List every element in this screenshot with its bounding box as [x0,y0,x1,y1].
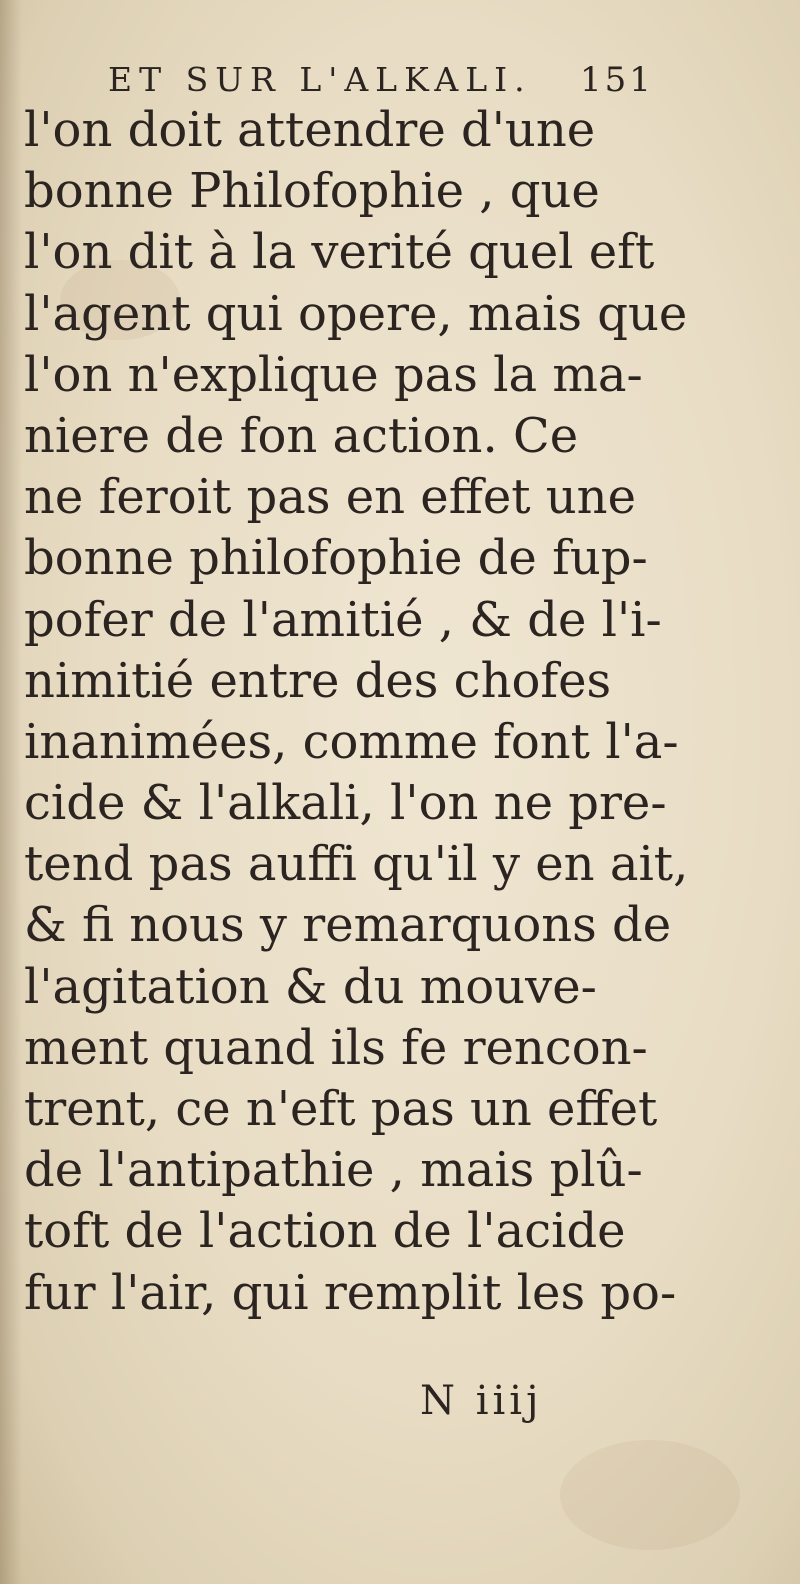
text-line: l'on doit attendre d'une [24,102,596,158]
running-head [0,58,800,102]
text-line: ment quand ils fe rencon- [24,1019,648,1076]
text-line: l'on n'explique pas la ma- [24,346,643,403]
gutter-shadow [0,0,22,1584]
text-line: nimitié entre des chofes [24,652,612,709]
text-line: trent, ce n'eft pas un effet [24,1081,658,1137]
text-line: cide & l'alkali, l'on ne pre- [24,775,667,832]
text-line: l'on dit à la verité quel eft [24,224,655,281]
paper-stain [560,1440,740,1550]
text-line: bonne Philofophie , que [24,163,600,220]
text-line: & fi nous y remarquons de [24,897,672,954]
text-line: de l'antipathie , mais plû- [24,1142,643,1199]
text-line: inanimées, comme font l'a- [24,713,679,770]
text-line: bonne philofophie de fup- [24,530,648,587]
running-head-title: ET SUR L'ALKALI. [108,60,532,99]
text-line: toft de l'action de l'acide [24,1203,626,1260]
text-line: niere de fon action. Ce [24,407,579,464]
signature-mark: N iiij [420,1378,543,1424]
body-text [24,100,689,1324]
text-line: ne feroit pas en effet une [24,469,636,526]
text-line: l'agitation & du mouve- [24,958,597,1015]
text-line: pofer de l'amitié , & de l'i- [24,591,662,648]
text-line: tend pas auffi qu'il y en ait, [24,836,689,893]
text-line: l'agent qui opere, mais que [24,285,688,342]
page-number: 151 [580,60,654,100]
text-line: fur l'air, qui remplit les po- [24,1264,677,1321]
